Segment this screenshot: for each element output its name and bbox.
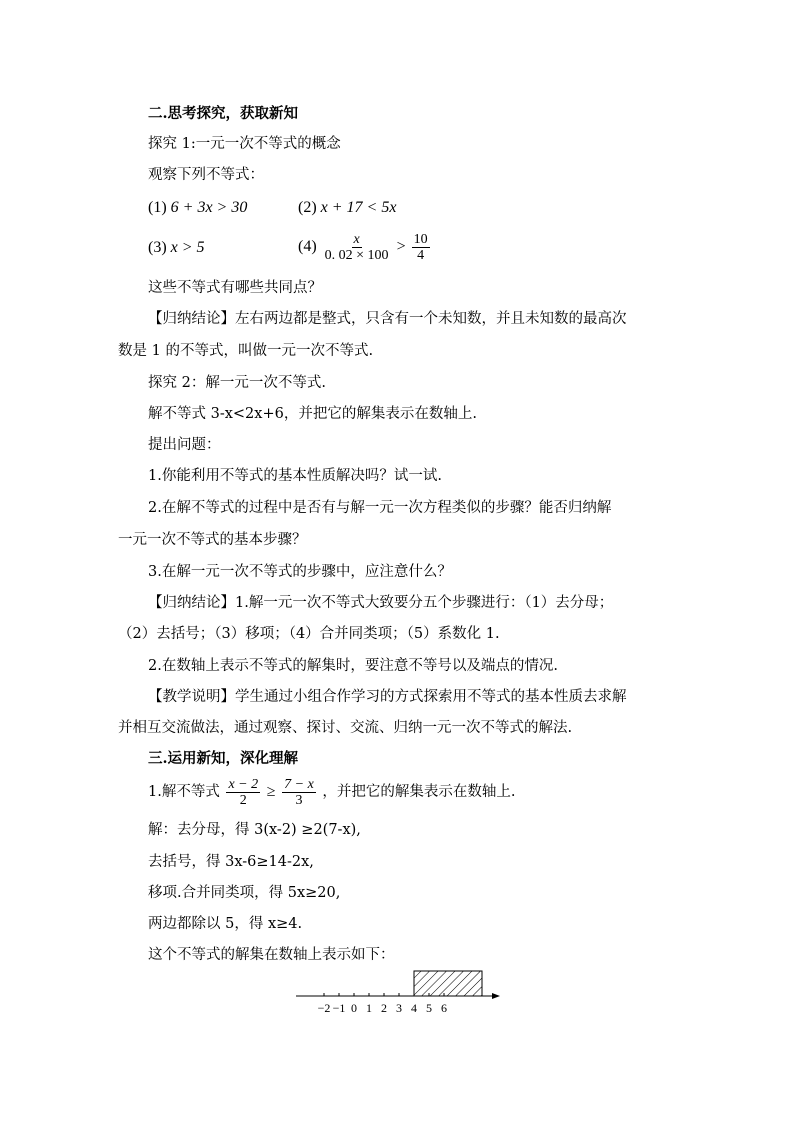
solution-step-2: 去括号，得 3x-6≥14-2x, bbox=[148, 854, 314, 870]
inequality-4-left-fraction bbox=[323, 232, 391, 263]
number-line-tick-label: 6 bbox=[441, 1001, 447, 1015]
example-1 bbox=[148, 772, 516, 812]
ask-heading: 提出问题： bbox=[148, 437, 221, 453]
solution-set-shading bbox=[414, 971, 482, 996]
inequality-3-expr: x > 5 bbox=[170, 239, 205, 256]
section-2-heading: 二.思考探究，获取新知 bbox=[148, 105, 299, 122]
example-1-left-fraction bbox=[226, 777, 260, 808]
fraction-numerator: 10 bbox=[413, 231, 428, 247]
inequality-3-label: (3) bbox=[148, 239, 167, 256]
number-line-tick-label: 1 bbox=[366, 1001, 372, 1015]
inequality-3 bbox=[148, 238, 205, 258]
inequality-4-operator: > bbox=[396, 238, 406, 255]
conclusion-1-line-1: 【归纳结论】左右两边都是整式，只含有一个未知数，并且未知数的最高次 bbox=[148, 311, 627, 327]
number-line-tick-label: −1 bbox=[332, 1001, 346, 1015]
observe-text: 观察下列不等式： bbox=[148, 167, 264, 183]
example-1-operator: ≥ bbox=[266, 783, 276, 800]
fraction-numerator: x bbox=[353, 231, 360, 247]
fraction-numerator: 7 − x bbox=[284, 776, 314, 792]
number-line-tick-label: 3 bbox=[396, 1001, 402, 1015]
fraction-denominator: 2 bbox=[239, 792, 247, 808]
fraction-denominator: 3 bbox=[295, 792, 303, 808]
solution-step-1: 解：去分母，得 3(x-2) ≥2(7-x), bbox=[148, 822, 361, 838]
question-3: 3.在解一元一次不等式的步骤中，应注意什么？ bbox=[148, 564, 452, 580]
conclusion-2-line-1: 【归纳结论】1.解一元一次不等式大致要分五个步骤进行：（1）去分母； bbox=[148, 595, 614, 611]
fraction-denominator: 4 bbox=[417, 247, 425, 263]
inequality-4-right-fraction bbox=[412, 232, 430, 263]
inequality-4 bbox=[298, 228, 432, 266]
number-line-tick-label: 0 bbox=[351, 1001, 357, 1015]
inequality-1 bbox=[148, 198, 247, 218]
explore-2-heading: 探究 2：解一元一次不等式. bbox=[148, 375, 326, 391]
question-2-line-2: 一元一次不等式的基本步骤？ bbox=[118, 532, 307, 548]
task-text: 解不等式 3-x<2x+6，并把它的解集表示在数轴上. bbox=[148, 406, 477, 422]
inequality-2-expr: x + 17 < 5x bbox=[320, 199, 397, 216]
conclusion-1-line-2: 数是 1 的不等式，叫做一元一次不等式. bbox=[118, 343, 374, 359]
inequality-1-label: (1) bbox=[148, 199, 167, 216]
inequality-1-expr: 6 + 3x > 30 bbox=[170, 199, 248, 216]
example-1-prefix: 1.解不等式 bbox=[148, 784, 220, 800]
inequality-4-label: (4) bbox=[298, 238, 317, 255]
inequality-2-label: (2) bbox=[298, 199, 317, 216]
fraction-numerator: x − 2 bbox=[228, 776, 259, 792]
number-line-diagram bbox=[290, 966, 505, 1016]
example-1-suffix: ，并把它的解集表示在数轴上. bbox=[322, 784, 516, 800]
fraction-denominator: 0. 02 × 100 bbox=[324, 247, 389, 263]
explore-1-heading: 探究 1:一元一次不等式的概念 bbox=[148, 136, 341, 152]
common-points-question: 这些不等式有哪些共同点？ bbox=[148, 280, 322, 296]
teaching-note-line-1: 【教学说明】学生通过小组合作学习的方式探索用不等式的基本性质去求解 bbox=[148, 689, 627, 705]
section-3-heading: 三.运用新知，深化理解 bbox=[148, 750, 299, 767]
solution-step-5: 这个不等式的解集在数轴上表示如下： bbox=[148, 947, 395, 963]
number-line-tick-label: −2 bbox=[317, 1001, 331, 1015]
inequality-2 bbox=[298, 198, 396, 218]
question-1: 1.你能利用不等式的基本性质解决吗？试一试. bbox=[148, 468, 442, 484]
number-line-tick-label: 5 bbox=[426, 1001, 432, 1015]
number-line-tick-label: 2 bbox=[381, 1001, 387, 1015]
conclusion-2-line-3: 2.在数轴上表示不等式的解集时，要注意不等号以及端点的情况. bbox=[148, 658, 558, 674]
number-line-tick-label: 4 bbox=[411, 1001, 417, 1015]
number-line-arrow-icon bbox=[492, 993, 500, 999]
question-2-line-1: 2.在解不等式的过程中是否有与解一元一次方程类似的步骤？能否归纳解 bbox=[148, 500, 612, 516]
teaching-note-line-2: 并相互交流做法，通过观察、探讨、交流、归纳一元一次不等式的解法. bbox=[118, 720, 573, 736]
solution-step-4: 两边都除以 5，得 x≥4. bbox=[148, 916, 303, 932]
example-1-right-fraction bbox=[282, 777, 316, 808]
solution-step-3: 移项.合并同类项，得 5x≥20, bbox=[148, 885, 341, 901]
conclusion-2-line-2: （2）去括号；（3）移项；（4）合并同类项；（5）系数化 1. bbox=[118, 626, 500, 642]
